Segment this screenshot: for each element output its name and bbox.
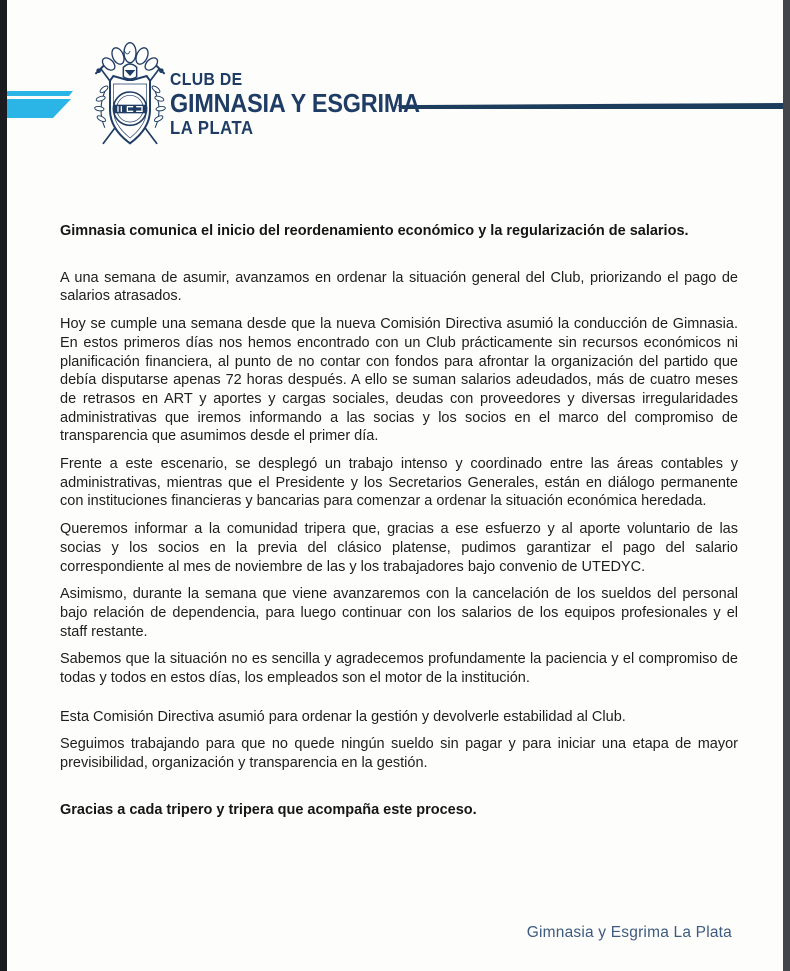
left-edge-bar: [0, 0, 7, 971]
signature: Gimnasia y Esgrima La Plata: [526, 924, 732, 941]
club-wordmark: [170, 69, 420, 139]
paragraph-6: Sabemos que la situación no es sencilla y agradecemos profundamente la paciencia y el compromiso de todas y todos en estos días, los empleados son el motor de la institución.: [60, 651, 738, 687]
club-name-line3: LA PLATA: [170, 117, 254, 138]
letter-headline: Gimnasia comunica el inicio del reordenamiento económico y la regularización de salarios.: [60, 223, 689, 239]
paragraph-1: A una semana de asumir, avanzamos en ordenar la situación general del Club, priorizando el pago de salarios atrasados.: [60, 269, 738, 305]
paragraph-3: Frente a este escenario, se desplegó un trabajo intenso y coordinado entre las áreas contables y administrativas, mientras que el Presidente y los Secretarios Generales, están en diálogo permanente con instituciones financieras y bancarias para comenzar a ordenar la situación económica heredada.: [60, 456, 738, 510]
letter-body: [60, 222, 738, 820]
paragraph-7: Esta Comisión Directiva asumió para ordenar la gestión y devolverle estabilidad al Club.: [60, 708, 626, 725]
header-rule: [397, 103, 783, 109]
cyan-flag-accent-icon: [7, 89, 75, 119]
club-name-line2: GIMNASIA Y ESGRIMA: [170, 88, 420, 118]
paragraph-8: Seguimos trabajando para que no quede ningún sueldo sin pagar y para iniciar una etapa de mayor previsibilidad, organización y transparencia en la gestión.: [60, 736, 738, 772]
paragraph-2: Hoy se cumple una semana desde que la nueva Comisión Directiva asumió la conducción de Gimnasia. En estos primeros días nos hemos encontrado con un Club prácticamente sin recursos económicos ni planificación financiera, al punto de no contar con fondos para afrontar la organización del partido que debía disputarse apenas 72 horas después. A ello se suman salarios adeudados, más de cuatro meses de retrasos en ART y aportes y cargas sociales, deudas con proveedores y diversas irregularidades administrativas que iremos informando a las socias y los socios en el marco del compromiso de transparencia que asumimos desde el primer día.: [60, 316, 738, 445]
gimnasia-crest-icon: [90, 40, 170, 156]
paragraph-5: Asimismo, durante la semana que viene avanzaremos con la cancelación de los sueldos del personal bajo relación de dependencia, para luego continuar con los salarios de los equipos profesionales y el staff restante.: [60, 586, 738, 640]
right-edge-bar: [783, 0, 790, 971]
club-name-line1: CLUB DE: [170, 69, 243, 89]
paragraph-4: Queremos informar a la comunidad tripera que, gracias a ese esfuerzo y al aporte voluntario de las socias y los socios en la previa del clásico platense, pudimos garantizar el pago del salario correspondiente al mes de noviembre de las y los trabajadores bajo convenio de UTEDYC.: [60, 521, 738, 575]
closing-line: Gracias a cada tripero y tripera que acompaña este proceso.: [60, 801, 477, 818]
